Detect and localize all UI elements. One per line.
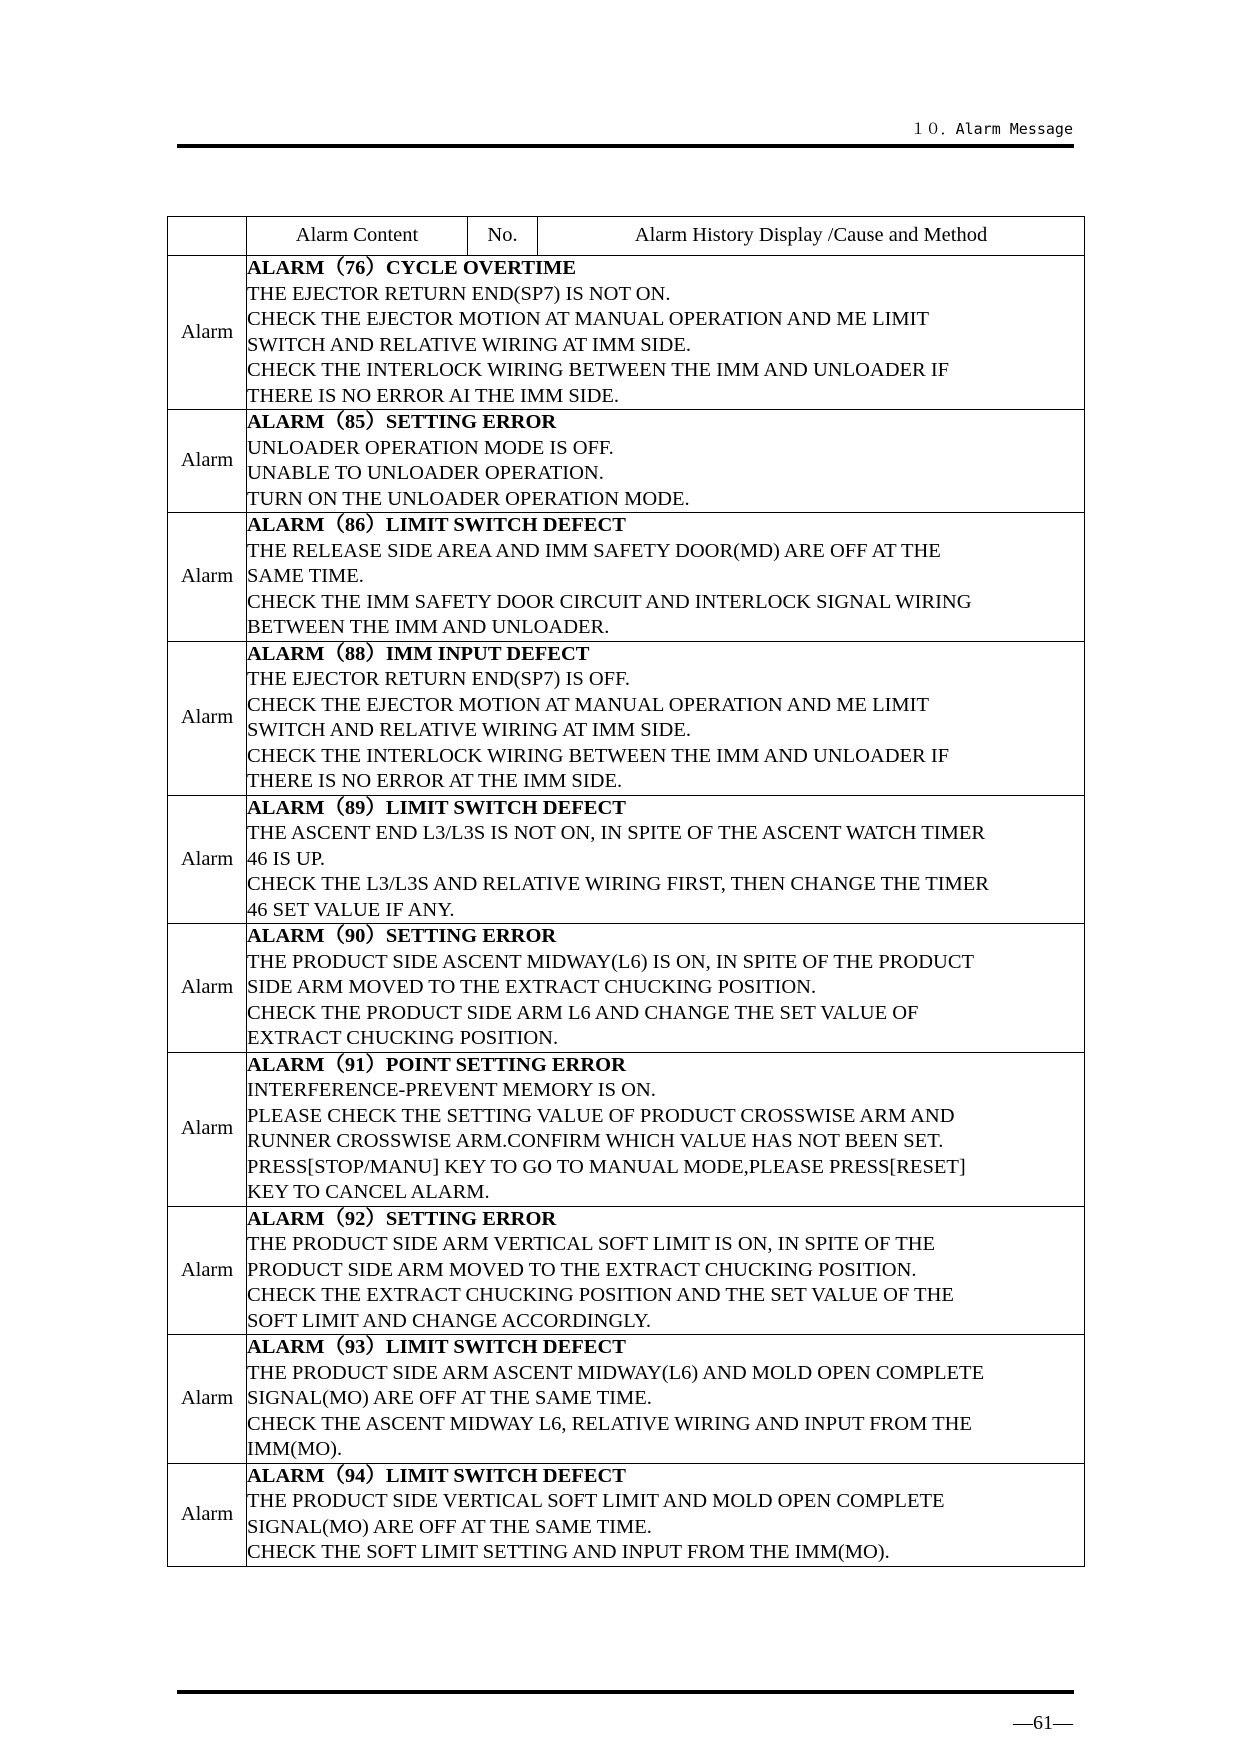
alarm-detail-line: THE EJECTOR RETURN END(SP7) IS OFF. — [247, 668, 630, 690]
alarm-detail-line: RUNNER CROSSWISE ARM.CONFIRM WHICH VALUE HAS NOT BEEN SET. — [247, 1130, 944, 1152]
alarm-detail-line: CHECK THE PRODUCT SIDE ARM L6 AND CHANGE THE SET VALUE OF — [247, 1001, 919, 1024]
alarm-description-cell — [247, 641, 1085, 795]
alarm-title: ALARM（76）CYCLE OVERTIME — [247, 257, 577, 279]
alarm-detail-line: UNABLE TO UNLOADER OPERATION. — [247, 462, 604, 484]
alarm-title: ALARM（90）SETTING ERROR — [247, 925, 557, 947]
alarm-detail-line: SIGNAL(MO) ARE OFF AT THE SAME TIME. — [247, 1387, 652, 1409]
alarm-type-cell: Alarm — [168, 256, 247, 410]
alarm-detail-line: SIGNAL(MO) ARE OFF AT THE SAME TIME. — [247, 1515, 652, 1538]
alarm-title: ALARM（91）POINT SETTING ERROR — [247, 1053, 626, 1076]
alarm-type-cell: Alarm — [168, 1052, 247, 1206]
alarm-detail-line: SAME TIME. — [247, 565, 364, 587]
table-row — [168, 513, 1085, 642]
table-row — [168, 1052, 1085, 1206]
alarm-detail-line: THE PRODUCT SIDE ASCENT MIDWAY(L6) IS ON, IN SPITE OF THE PRODUCT — [247, 950, 975, 973]
alarm-title: ALARM（88）IMM INPUT DEFECT — [247, 642, 590, 665]
alarm-detail-line: CHECK THE INTERLOCK WIRING BETWEEN THE IMM AND UNLOADER IF — [247, 359, 950, 381]
alarm-detail-line: SOFT LIMIT AND CHANGE ACCORDINGLY. — [247, 1309, 652, 1332]
alarm-detail-line: PRODUCT SIDE ARM MOVED TO THE EXTRACT CHUCKING POSITION. — [247, 1258, 917, 1281]
alarm-detail-line: EXTRACT CHUCKING POSITION. — [247, 1027, 559, 1049]
alarm-title: ALARM（85）SETTING ERROR — [247, 411, 557, 433]
alarm-detail-line: PLEASE CHECK THE SETTING VALUE OF PRODUCT CROSSWISE ARM AND — [247, 1104, 955, 1127]
alarm-detail-line: THE PRODUCT SIDE ARM ASCENT MIDWAY(L6) AND MOLD OPEN COMPLETE — [247, 1361, 985, 1384]
alarm-type-cell: Alarm — [168, 1463, 247, 1566]
alarm-detail-line: SWITCH AND RELATIVE WIRING AT IMM SIDE. — [247, 333, 691, 356]
footer-divider — [177, 1690, 1074, 1694]
alarm-detail-line: CHECK THE L3/L3S AND RELATIVE WIRING FIRST, THEN CHANGE THE TIMER — [247, 873, 989, 895]
alarm-detail-line: PRESS[STOP/MANU] KEY TO GO TO MANUAL MODE,PLEASE PRESS[RESET] — [247, 1155, 966, 1178]
alarm-detail-line: THE EJECTOR RETURN END(SP7) IS NOT ON. — [247, 282, 671, 305]
table-row — [168, 641, 1085, 795]
alarm-type-cell: Alarm — [168, 795, 247, 924]
table-row — [168, 795, 1085, 924]
alarm-description-cell — [247, 1335, 1085, 1464]
alarm-description-cell — [247, 256, 1085, 410]
alarm-type-cell: Alarm — [168, 513, 247, 642]
alarm-detail-line: CHECK THE EJECTOR MOTION AT MANUAL OPERATION AND ME LIMIT — [247, 693, 930, 716]
alarm-type-cell: Alarm — [168, 410, 247, 513]
table-row — [168, 1206, 1085, 1335]
alarm-detail-line: KEY TO CANCEL ALARM. — [247, 1181, 490, 1203]
page-header-title: １０．Alarm Message — [910, 120, 1073, 138]
alarm-detail-line: INTERFERENCE-PREVENT MEMORY IS ON. — [247, 1079, 656, 1101]
alarm-rows — [168, 256, 1085, 1567]
alarm-type-cell: Alarm — [168, 1206, 247, 1335]
alarm-description-cell — [247, 410, 1085, 513]
column-header-alarm-content: Alarm Content — [247, 217, 468, 256]
alarm-detail-line: CHECK THE IMM SAFETY DOOR CIRCUIT AND INTERLOCK SIGNAL WIRING — [247, 590, 972, 613]
alarm-detail-line: CHECK THE INTERLOCK WIRING BETWEEN THE IMM AND UNLOADER IF — [247, 744, 950, 767]
alarm-description-cell — [247, 795, 1085, 924]
alarm-detail-line: SIDE ARM MOVED TO THE EXTRACT CHUCKING POSITION. — [247, 976, 817, 998]
alarm-title: ALARM（92）SETTING ERROR — [247, 1207, 557, 1230]
table-row — [168, 1463, 1085, 1566]
alarm-title: ALARM（94）LIMIT SWITCH DEFECT — [247, 1464, 626, 1487]
alarm-detail-line: UNLOADER OPERATION MODE IS OFF. — [247, 436, 614, 459]
alarm-detail-line: CHECK THE EJECTOR MOTION AT MANUAL OPERATION AND ME LIMIT — [247, 308, 930, 330]
alarm-description-cell — [247, 924, 1085, 1053]
table-row — [168, 1335, 1085, 1464]
alarm-detail-line: THERE IS NO ERROR AT THE IMM SIDE. — [247, 770, 623, 792]
alarm-type-cell: Alarm — [168, 641, 247, 795]
alarm-detail-line: 46 SET VALUE IF ANY. — [247, 898, 455, 921]
page-number: —61— — [1013, 1712, 1073, 1734]
alarm-type-cell: Alarm — [168, 1335, 247, 1464]
alarm-detail-line: CHECK THE SOFT LIMIT SETTING AND INPUT FROM THE IMM(MO). — [247, 1541, 890, 1563]
alarm-detail-line: SWITCH AND RELATIVE WIRING AT IMM SIDE. — [247, 719, 691, 741]
alarm-detail-line: THERE IS NO ERROR AI THE IMM SIDE. — [247, 384, 620, 407]
alarm-description-cell — [247, 1052, 1085, 1206]
alarm-table — [167, 216, 1085, 1567]
table-header-row — [168, 217, 1085, 256]
alarm-description-cell — [247, 1463, 1085, 1566]
alarm-detail-line: 46 IS UP. — [247, 847, 326, 870]
table-row — [168, 410, 1085, 513]
alarm-detail-line: BETWEEN THE IMM AND UNLOADER. — [247, 616, 610, 638]
alarm-detail-line: IMM(MO). — [247, 1438, 343, 1460]
alarm-title: ALARM（89）LIMIT SWITCH DEFECT — [247, 796, 626, 819]
alarm-description-cell — [247, 1206, 1085, 1335]
alarm-detail-line: THE PRODUCT SIDE ARM VERTICAL SOFT LIMIT IS ON, IN SPITE OF THE — [247, 1233, 936, 1255]
column-header-history: Alarm History Display /Cause and Method — [538, 217, 1085, 256]
alarm-detail-line: CHECK THE ASCENT MIDWAY L6, RELATIVE WIRING AND INPUT FROM THE — [247, 1412, 972, 1435]
alarm-detail-line: TURN ON THE UNLOADER OPERATION MODE. — [247, 487, 690, 510]
alarm-title: ALARM（86）LIMIT SWITCH DEFECT — [247, 514, 626, 536]
table-row — [168, 256, 1085, 410]
table-row — [168, 924, 1085, 1053]
alarm-title: ALARM（93）LIMIT SWITCH DEFECT — [247, 1336, 626, 1358]
alarm-detail-line: THE PRODUCT SIDE VERTICAL SOFT LIMIT AND MOLD OPEN COMPLETE — [247, 1490, 945, 1512]
header-divider — [177, 144, 1074, 148]
column-header-type — [168, 217, 247, 256]
alarm-type-cell: Alarm — [168, 924, 247, 1053]
alarm-description-cell — [247, 513, 1085, 642]
column-header-no: No. — [468, 217, 538, 256]
alarm-detail-line: THE ASCENT END L3/L3S IS NOT ON, IN SPITE OF THE ASCENT WATCH TIMER — [247, 822, 986, 844]
alarm-detail-line: THE RELEASE SIDE AREA AND IMM SAFETY DOOR(MD) ARE OFF AT THE — [247, 539, 941, 562]
alarm-detail-line: CHECK THE EXTRACT CHUCKING POSITION AND THE SET VALUE OF THE — [247, 1284, 954, 1306]
